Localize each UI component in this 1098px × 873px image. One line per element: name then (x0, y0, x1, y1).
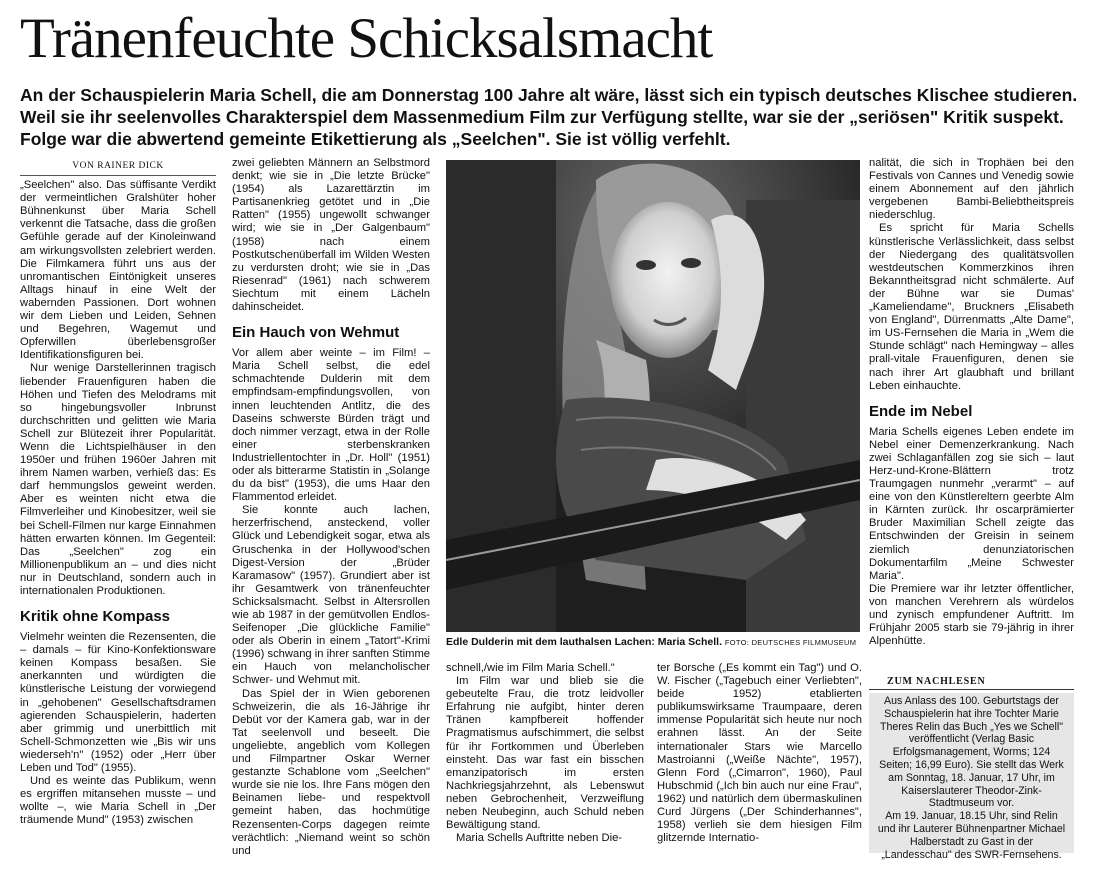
portrait-photo (446, 160, 860, 632)
subheading: Ein Hauch von Wehmut (232, 324, 400, 342)
column-2 (232, 157, 430, 857)
column-4-lower (657, 662, 862, 862)
subheading: Ende im Nebel (869, 402, 973, 420)
paragraph: Vielmehr weinten die Rezensenten, die – damals – für Kino-Konfektionsware keinen Kompass besaßen. Sie anerkannten und würdigten die künstlerische Leistung der vorwiegend in „gehobenen" Gesellschaftsdramen agierenden Schauspielerin, haderten aber grimmig und unerbittlich mit Schell-Schmonzetten wie „Bis wir uns wiederseh'n" (1952) oder „Herr über Leben und Tod" (1955). (20, 631, 216, 775)
column-1 (20, 160, 216, 860)
byline: VON RAINER DICK (20, 160, 216, 176)
paragraph: Vor allem aber weinte – im Film! – Maria Schell selbst, die edel schmachtende Dulderin mit dem empfindsam-empfindungsvollen, von innen leuchtenden Antlitz, die des Daseins schwerste Bürden trägt und doch nimmer verzagt, etwa in der Rolle einer sterbenskranken Industriellentochter in „Dr. Holl" (1951) oder als bitterarme Statistin in „Solange du da bist" (1953), die ums Haar den Flammentod erleidet. (232, 347, 430, 504)
paragraph: zwei geliebten Männern an Selbstmord denkt; wie sie in „Die letzte Brücke" (1954) als Lazarettärztin im Partisanenkrieg getötet und in „Die Ratten" (1955) ungewollt schwanger wird; wie sie in „Der Galgenbaum" (1958) nach einem Postkutschenüberfall im Wilden Westen zu verdursten droht; wie sie in „Das Riesenrad" (1961) nach schwerem Siechtum mit einem Lächeln dahinscheidet. (232, 157, 430, 314)
subheading: Kritik ohne Kompass (20, 608, 171, 626)
caption-text: Edle Dulderin mit dem lauthalsen Lachen: Maria Schell. (446, 636, 722, 648)
paragraph: Das Spiel der in Wien geborenen Schweizerin, die als 16-Jährige ihr Debüt vor der Kamera gab, war in der Tat seelenvoll und beseelt. Die ungeliebte, angeblich vom Kollegen und Filmpartner Oskar Werner gestanzte Schablone vom „Seelchen" wurde sie nie los. Ihre Fans mögen den Beinamen liebe- und respektvoll gemeint haben, das hochmütige Rezensenten-Corps dagegen reimte verächtlich: „Niemand weint so schön und (232, 687, 430, 857)
paragraph: Maria Schells Auftritte neben Die- (456, 832, 623, 845)
headline: Tränenfeuchte Schicksalsmacht (20, 7, 713, 70)
paragraph: Im Film war und blieb sie die gebeutelte Frau, die trotz leidvoller Erfahrung nie aufgibt, hinter deren Tränen kampfbereit hoffender Pragmatismus aufschimmert, die selbst für ihr Fortkommen und Überleben einsteht. Das war fast ein bisschen emanzipatorisch im ersten Nachkriegsjahrzehnt, als Lebenswut neben Gebrochenheit, Verzweiflung neben Neubeginn, auch Schuld neben Bewältigung stand. (446, 675, 644, 832)
paragraph: nalität, die sich in Trophäen bei den Festivals von Cannes und Venedig sowie einem Abonnement auf den jährlich vergebenen Bambi-Beliebtheitspreis niederschlug. (869, 157, 1074, 222)
paragraph: Nur wenige Darstellerinnen tragisch liebender Frauenfiguren haben die Höhen und Tiefen des Melodrams mit so hingebungsvoller Inbrunst durchschritten und gelitten wie Maria Schell zur Blütezeit ihrer Popularität. Wenn die Lichtspielhäuser in den 1950er und frühen 1960er Jahren mit ihrem Namen warben, verhieß das: Es darf hemmungslos geweint werden. Aber es weinten nicht etwa die Filmverleiher und Kinobesitzer, weil sie bei Schell-Filmen nur karge Einnahmen hätten erwarten können. Im Gegenteil: Das „Seelchen" zog ein Millionenpublikum an – und dies nicht nur in Deutschland, sondern auch in internationalen Produktionen. (20, 362, 216, 597)
paragraph: Es spricht für Maria Schells künstlerische Verlässlichkeit, dass selbst der Niedergang des qualitätsvollen westdeutschen Kommerzkinos ihren Bekanntheitsgrad nicht schmälerte. Auf der Bühne war sie Dumas' „Kameliendame", Bruckners „Elisabeth von England", Dürrenmatts „Alte Dame", im US-Fernsehen die Maria in „Wem die Stunde schlägt" nach Hemingway – alles prall-vitale Frauenfiguren, denen sie nach ihrer Art glaubhaft und brillant Leben einhauchte. (869, 222, 1074, 392)
paragraph: Maria Schells eigenes Leben endete im Nebel einer Demenzerkrankung. Nach zwei Schlaganfällen zog sie sich – laut Herz-und-Krone-Blättern trotz Traumgagen nunmehr „verarmt" – auf eine von den Künstlereltern geerbte Alm in Kärnten zurück. Ihr oscarprämierter Bruder Maximilian Schell zeigte das Entschwinden der Greisin in seinem ziemlich denunziatorischen Dokumentarfilm „Meine Schwester Maria". (869, 425, 1074, 582)
infobox (869, 693, 1074, 861)
paragraph: „Seelchen" also. Das süffisante Verdikt der vermeintlichen Gralshüter hoher Bühnenkunst über Maria Schell verkennt die Tatsache, dass die großen Gefühle gerade auf der Kinoleinwand am wirkungsvollsten zelebriert werden. Die Filmkamera führt uns aus der unromantischen Eintönigkeit unseres Alltags hinauf in eine Welt der wabernden Passionen. Dort wohnen wir dem Lieben und Leiden, Sehnen und Begehren, Wagemut und Opferwillen überlebensgroßer Identifikationsfiguren bei. (20, 179, 216, 362)
lead-paragraph: An der Schauspielerin Maria Schell, die am Donnerstag 100 Jahre alt wäre, lässt sich ein typisch deutsches Klischee studieren. Weil sie ihr seelenvolles Charakterspiel dem Massenmedium Film zur Verfügung stellte, war sie der „seriösen" Kritik suspekt. Folge war die abwertend gemeinte Etikettierung als „Seelchen". Sie ist völlig verfehlt. (20, 85, 1078, 149)
paragraph: Und es weinte das Publikum, wenn es ergriffen mitansehen musste – und wollte –, wie Maria Schell in „Der träumende Mund" (1953) zwischen (20, 775, 216, 827)
infobox-title: ZUM NACHLESEN (869, 676, 1074, 690)
infobox-paragraph: Am 19. Januar, 18.15 Uhr, sind Relin und ihr Lauterer Bühnenpartner Michael Halberstadt zu Gast in der „Landesschau" des SWR-Fernsehens. (877, 810, 1066, 861)
photo-credit: FOTO: DEUTSCHES FILMMUSEUM (724, 638, 857, 647)
paragraph: ter Borsche („Es kommt ein Tag") und O. W. Fischer („Tagebuch einer Verliebten", beide 1952) etablierten publikumswirksame Traumpaare, deren immense Popularität sich heute nur noch erahnen lässt. An der Seite internationaler Stars wie Marcello Mastroianni („Weiße Nächte", 1957), Glenn Ford („Cimarron", 1960), Paul Hubschmid („Ich bin auch nur eine Frau", 1962) und natürlich dem übermaskulinen Curd Jürgens („Der Schinderhannes", 1958) verlieh sie dem hiesigen Film glitzernde Internatio- (657, 662, 862, 845)
column-3-lower (446, 662, 644, 862)
paragraph: Die Premiere war ihr letzter öffentlicher, von manchen Verehrern als würdelos und zynisch empfundener Auftritt. Im Frühjahr 2005 starb sie 79-jährig in ihrer Alpenhütte. (869, 582, 1074, 648)
infobox-paragraph: Aus Anlass des 100. Geburtstags der Schauspielerin hat ihre Tochter Marie Theres Relin das Buch „Yes we Schell" veröffentlicht (Verlag Basic Erfolgsmanagement, Worms; 124 Seiten; 16,99 Euro). Sie stellt das Werk am Sonntag, 18. Januar, 17 Uhr, im Kaiserslauterer Theodor-Zink-Stadtmuseum vor. (879, 695, 1064, 810)
paragraph: Sie konnte auch lachen, herzerfrischend, ansteckend, voller Glück und Lebendigkeit sogar, etwa als Gruschenka in der Hollywood'schen Digest-Version der „Brüder Karamasow" (1957). Grundiert aber ist ihr Gesamtwerk von tränenfeuchter Schicksalsmacht. Selbst in Altersrollen wie ab 1987 in der gemütvollen Endlos-Seifenoper „Die glückliche Familie" oder als Oberin in einem „Tatort"-Krimi (1996) schwang in ihrer sanften Stimme ein Hauch von melancholischer Schwer- und Wehmut mit. (232, 504, 430, 687)
photo-caption (446, 636, 860, 649)
paragraph: schnell,/wie im Film Maria Schell." (446, 662, 615, 674)
portrait-image (446, 160, 860, 632)
column-5 (869, 157, 1074, 682)
